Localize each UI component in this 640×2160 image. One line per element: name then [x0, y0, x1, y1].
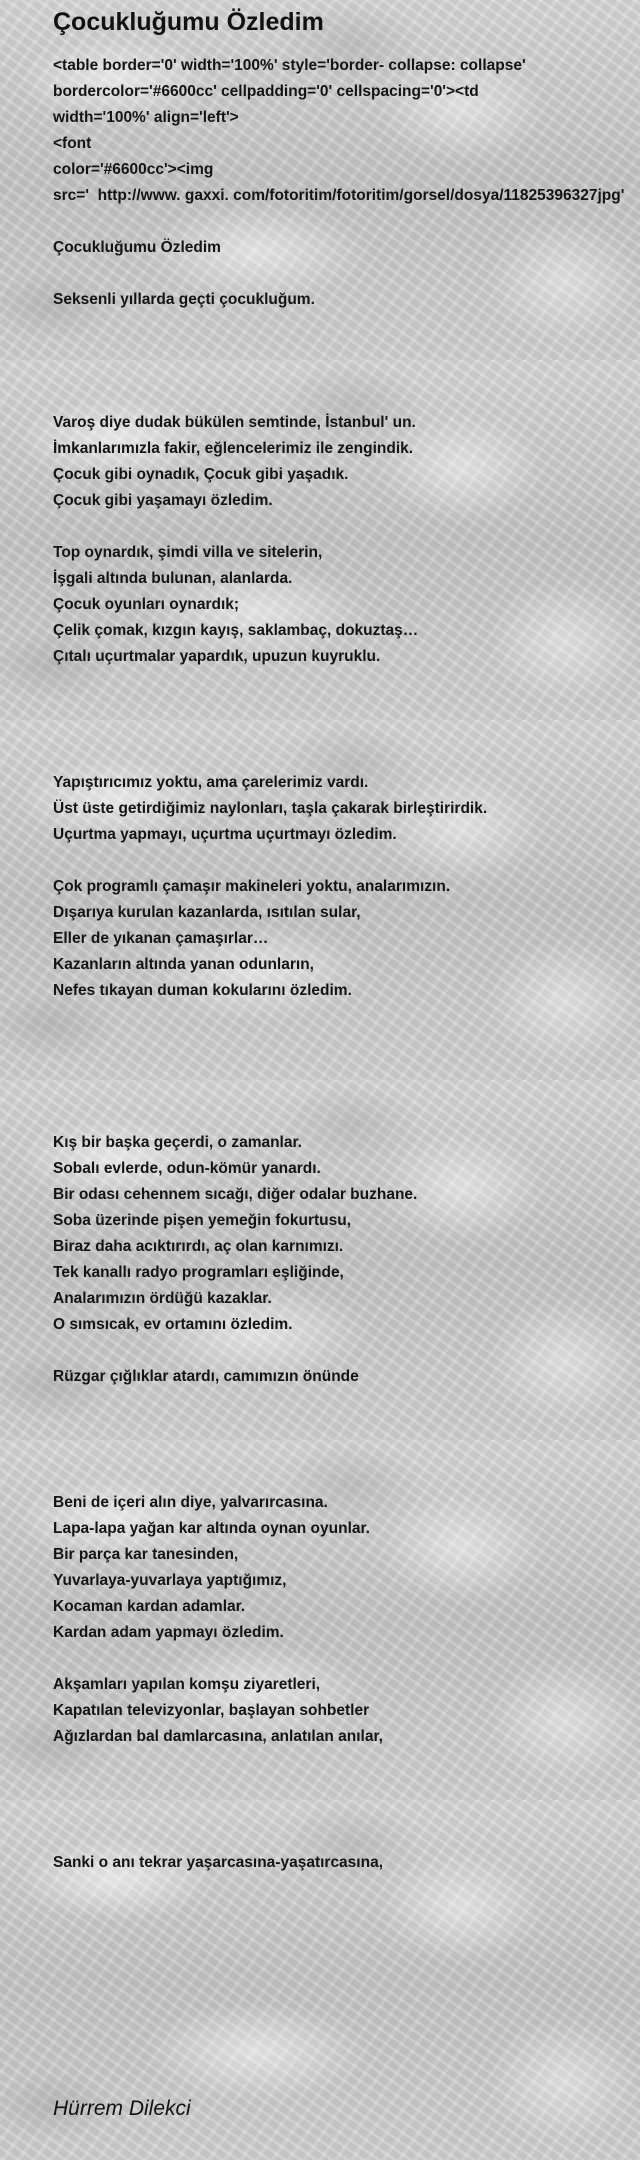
poem-title: Çocukluğumu Özledim [53, 8, 324, 36]
poem-panel-5 [0, 1440, 640, 1800]
stanza-6: Sanki o anı tekrar yaşarcasına-yaşatırcasına, [53, 1854, 384, 1871]
stanza-4: Kış bir başka geçerdi, o zamanlar. Sobalı evlerde, odun-kömür yanardı. Bir odası cehennem sıcağı, diğer odalar buzhane. Soba üzerinde pişen yemeğin fokurtusu, Biraz daha acıktırırdı, aç olan karnımızı. Tek kanallı radyo programları eşliğinde, Analarımızın ördüğü kazaklar. O sımsıcak, ev ortamını özledim. Rüzgar çığlıklar atardı, camımızın önünde [53, 1134, 418, 1385]
stanza-3: Yapıştırıcımız yoktu, ama çarelerimiz vardı. Üst üste getirdiğimiz naylonları, taşla çakarak birleştirirdik. Uçurtma yapmayı, uçurtma uçurtmayı özledim. Çok programlı çamaşır makineleri yoktu, analarımızın. Dışarıya kurulan kazanlarda, ısıtılan sular, Eller de yıkanan çamaşırlar… Kazanların altında yanan odunların, Nefes tıkayan duman kokularını özledim. [53, 774, 488, 999]
stanza-5: Beni de içeri alın diye, yalvarırcasına. Lapa-lapa yağan kar altında oynan oyunlar. Bir parça kar tanesinden, Yuvarlaya-yuvarlaya yaptığımız, Kocaman kardan adamlar. Kardan adam yapmayı özledim. Akşamları yapılan komşu ziyaretleri, Kapatılan televizyonlar, başlayan sohbetler Ağızlardan bal damlarcasına, anlatılan anılar, [53, 1494, 383, 1745]
poem-panel-2 [0, 360, 640, 720]
stanza-1: <table border='0' width='100%' style='border- collapse: collapse' bordercolor='#6600cc' cellpadding='0' cellspacing='0'><td width='100%' align='left'> <font color='#6600cc'><img src=' http://www. gaxxi. com/fotoritim/fotoritim/gorsel/dosya/11825396327jpg' Çocukluğumu Özledim Seksenli yıllarda geçti çocukluğum. [53, 57, 625, 308]
stanza-2: Varoş diye dudak bükülen semtinde, İstanbul' un. İmkanlarımızla fakir, eğlencelerimiz ile zengindik. Çocuk gibi oynadık, Çocuk gibi yaşadık. Çocuk gibi yaşamayı özledim. Top oynardık, şimdi villa ve sitelerin, İşgali altında bulunan, alanlarda. Çocuk oyunları oynardık; Çelik çomak, kızgın kayış, saklambaç, dokuztaş… Çıtalı uçurtmalar yapardık, upuzun kuyruklu. [53, 414, 419, 665]
poem-panel-4 [0, 1080, 640, 1440]
poem-author: Hürrem Dilekci [53, 2097, 191, 2120]
poem-panel-1 [0, 0, 640, 360]
poem-panel-3 [0, 720, 640, 1080]
